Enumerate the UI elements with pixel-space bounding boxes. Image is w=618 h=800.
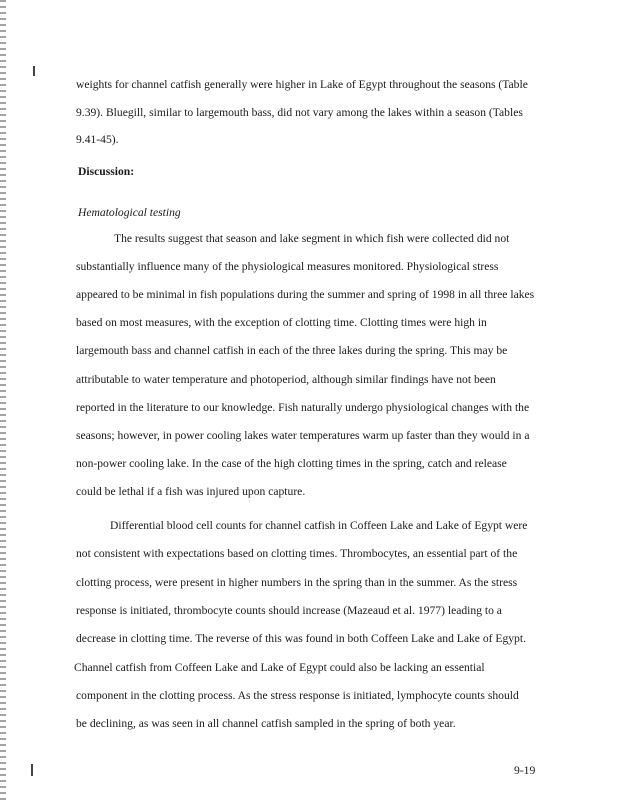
text-line: decrease in clotting time. The reverse of this was found in both Coffeen Lake and Lake of Egypt. (76, 632, 526, 645)
text-line: largemouth bass and channel catfish in each of the three lakes during the spring. This may be (76, 344, 508, 357)
text-line: could be lethal if a fish was injured upon capture. (76, 485, 306, 498)
scan-edge-mark (31, 764, 33, 776)
text-line: 9.39). Bluegill, similar to largemouth bass, did not vary among the lakes within a season (Tables (76, 106, 523, 119)
text-line: be declining, as was seen in all channel catfish sampled in the spring of both year. (76, 717, 456, 730)
text-line: non-power cooling lake. In the case of the high clotting times in the spring, catch and release (76, 457, 507, 470)
text-line: weights for channel catfish generally were higher in Lake of Egypt throughout the seasons (Table (76, 78, 528, 91)
text-line: based on most measures, with the exception of clotting time. Clotting times were high in (76, 316, 487, 329)
text-line: Channel catfish from Coffeen Lake and Lake of Egypt could also be lacking an essential (74, 661, 485, 674)
page-number: 9-19 (514, 764, 536, 777)
text-line: clotting process, were present in higher numbers in the spring than in the summer. As the stress (76, 576, 518, 589)
scan-edge-artifact (0, 0, 6, 800)
scan-edge-mark (33, 66, 35, 76)
text-line: attributable to water temperature and photoperiod, although similar findings have not been (76, 373, 496, 386)
text-line: The results suggest that season and lake segment in which fish were collected did not (114, 232, 510, 245)
text-line: Differential blood cell counts for channel catfish in Coffeen Lake and Lake of Egypt were (110, 519, 528, 532)
text-line: component in the clotting process. As the stress response is initiated, lymphocyte counts should (76, 689, 519, 702)
section-heading: Discussion: (78, 165, 135, 178)
text-line: response is initiated, thrombocyte counts should increase (Mazeaud et al. 1977) leading to a (76, 604, 502, 617)
text-line: reported in the literature to our knowledge. Fish naturally undergo physiological changes with the (76, 401, 530, 414)
text-line: substantially influence many of the physiological measures monitored. Physiological stress (76, 260, 499, 273)
text-line: seasons; however, in power cooling lakes water temperatures warm up faster than they would in a (76, 429, 530, 442)
text-line: appeared to be minimal in fish populations during the summer and spring of 1998 in all three lakes (76, 288, 535, 301)
text-line: 9.41-45). (76, 133, 119, 146)
subsection-heading: Hematological testing (78, 206, 181, 219)
text-line: not consistent with expectations based on clotting times. Thrombocytes, an essential part of the (76, 547, 518, 560)
